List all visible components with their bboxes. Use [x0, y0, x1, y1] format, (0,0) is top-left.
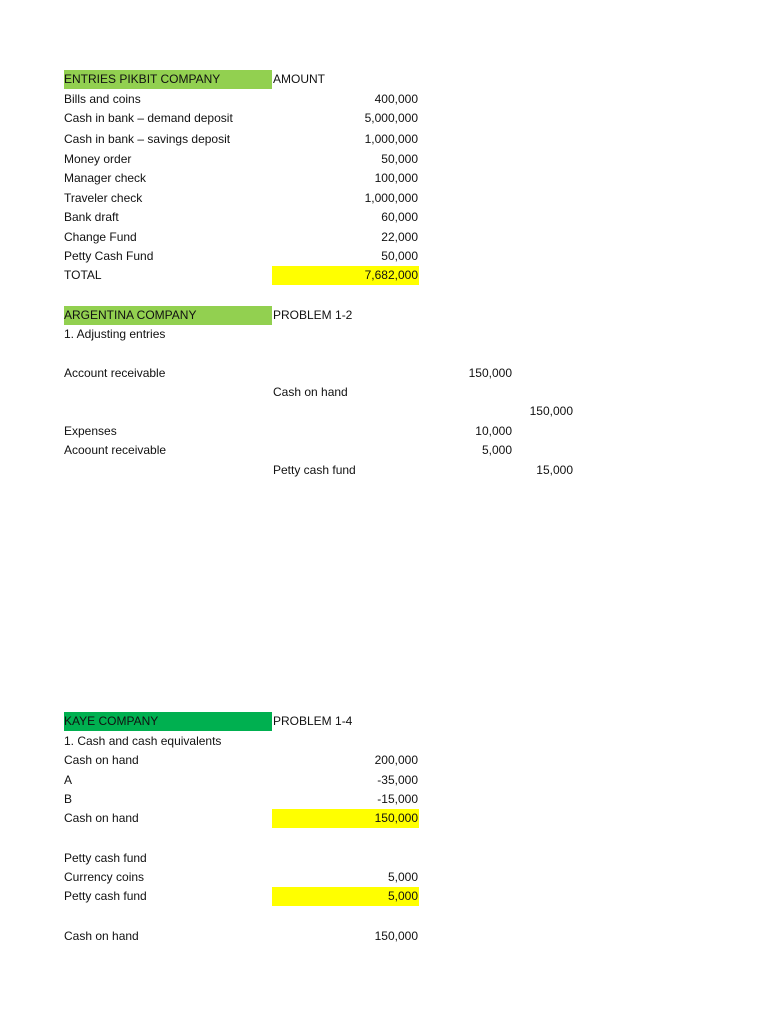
pikbit-header: ENTRIES PIKBIT COMPANY: [64, 70, 272, 89]
pikbit-total-amount: 7,682,000: [272, 266, 419, 285]
pikbit-row-amount: 22,000: [381, 230, 418, 244]
argentina-problem: PROBLEM 1-2: [273, 308, 353, 322]
entry-debit-amount: 5,000: [481, 443, 512, 457]
kaye-header: KAYE COMPANY: [64, 712, 272, 731]
entry-debit-amount: 10,000: [475, 424, 512, 438]
entry-credit-label: Cash on hand: [273, 385, 348, 399]
entry-debit-label: Account receivable: [64, 366, 166, 380]
kaye-cash-total-amount: 150,000: [272, 809, 419, 828]
kaye-row-amount: 200,000: [374, 753, 418, 767]
pikbit-row-label: Bills and coins: [64, 92, 141, 106]
kaye-row-label: A: [64, 773, 73, 787]
pikbit-row-amount: 400,000: [374, 92, 418, 106]
kaye-cash-total-label: Cash on hand: [64, 811, 139, 825]
kaye-subtitle: 1. Cash and cash equivalents: [64, 734, 222, 748]
pikbit-row-amount: 5,000,000: [364, 111, 418, 125]
pikbit-row-label: Traveler check: [64, 191, 143, 205]
kaye-final-amount: 150,000: [374, 929, 418, 943]
kaye-row-amount: -35,000: [377, 773, 418, 787]
pikbit-row-label: Cash in bank – demand deposit: [64, 111, 233, 125]
kaye-row-amount: -15,000: [377, 792, 418, 806]
pikbit-row-amount: 100,000: [374, 171, 418, 185]
pikbit-total-label: TOTAL: [64, 268, 102, 282]
kaye-currency-label: Currency coins: [64, 870, 145, 884]
pikbit-row-amount: 1,000,000: [364, 132, 418, 146]
pikbit-row-amount: 1,000,000: [364, 191, 418, 205]
pikbit-row-amount: 50,000: [381, 152, 418, 166]
kaye-petty-total-amount: 5,000: [272, 887, 419, 906]
pikbit-row-label: Cash in bank – savings deposit: [64, 132, 231, 146]
argentina-subtitle: 1. Adjusting entries: [64, 327, 166, 341]
entry-debit-label: Expenses: [64, 424, 117, 438]
pikbit-row-amount: 50,000: [381, 249, 418, 263]
pikbit-row-amount: 60,000: [381, 210, 418, 224]
argentina-header: ARGENTINA COMPANY: [64, 306, 272, 325]
kaye-petty-header: Petty cash fund: [64, 851, 147, 865]
pikbit-row-label: Money order: [64, 152, 132, 166]
entry-credit-amount: 150,000: [529, 404, 573, 418]
kaye-petty-total-label: Petty cash fund: [64, 889, 147, 903]
kaye-row-label: Cash on hand: [64, 753, 139, 767]
kaye-currency-amount: 5,000: [387, 870, 418, 884]
kaye-row-label: B: [64, 792, 73, 806]
pikbit-row-label: Petty Cash Fund: [64, 249, 154, 263]
entry-debit-label: Acoount receivable: [64, 443, 167, 457]
entry-credit-amount: 15,000: [536, 463, 573, 477]
pikbit-amount-header: AMOUNT: [273, 72, 325, 86]
entry-debit-amount: 150,000: [468, 366, 512, 380]
kaye-final-label: Cash on hand: [64, 929, 139, 943]
pikbit-row-label: Bank draft: [64, 210, 119, 224]
pikbit-row-label: Change Fund: [64, 230, 137, 244]
entry-credit-label: Petty cash fund: [273, 463, 356, 477]
kaye-problem: PROBLEM 1-4: [273, 714, 353, 728]
pikbit-row-label: Manager check: [64, 171, 147, 185]
